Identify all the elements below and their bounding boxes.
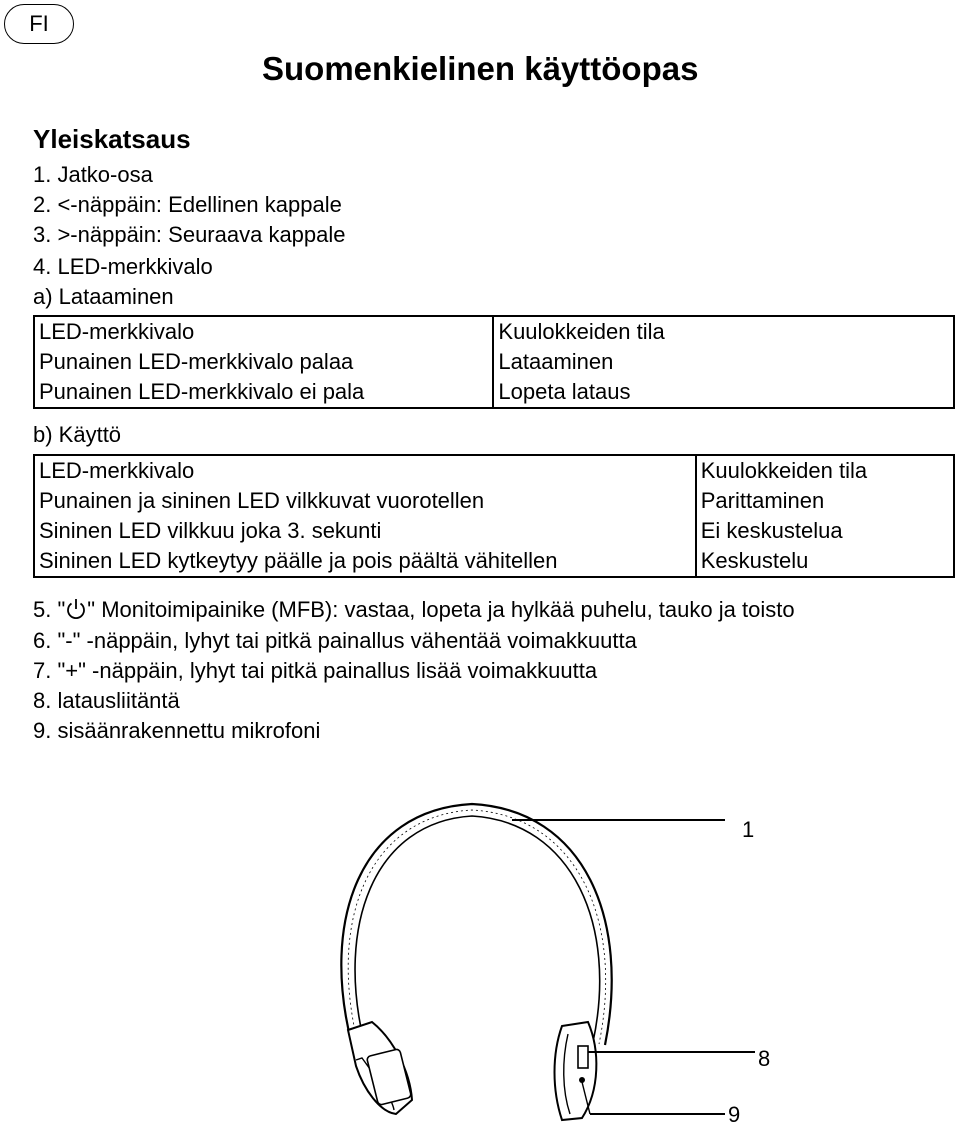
table-row: [34, 486, 954, 516]
table-cell: Sininen LED kytkeytyy päälle ja pois päältä vähitellen: [34, 546, 696, 577]
table-header-cell: Kuulokkeiden tila: [696, 455, 954, 486]
table-row: [34, 455, 954, 486]
table-header-cell: Kuulokkeiden tila: [493, 316, 954, 347]
table-cell: Sininen LED vilkkuu joka 3. sekunti: [34, 516, 696, 546]
item5-prefix: 5. ": [33, 597, 66, 622]
callout-label-8: 8: [758, 1046, 771, 1071]
table-cell: Punainen ja sininen LED vilkkuvat vuorotellen: [34, 486, 696, 516]
callout-label-1: 1: [742, 817, 755, 842]
table-cell: Lataaminen: [493, 347, 954, 377]
list-item: 1. Jatko-osa: [33, 162, 153, 187]
list-item: 2. <-näppäin: Edellinen kappale: [33, 192, 342, 217]
list-item: 8. latausliitäntä: [33, 688, 180, 713]
list-item: 9. sisäänrakennettu mikrofoni: [33, 718, 321, 743]
overview-heading: Yleiskatsaus: [33, 124, 191, 154]
list-item: [33, 597, 795, 623]
usage-table: [33, 454, 955, 578]
table-cell: Punainen LED-merkkivalo palaa: [34, 347, 493, 377]
usage-label: b) Käyttö: [33, 422, 122, 447]
item5-text: " Monitoimipainike (MFB): vastaa, lopeta ja hylkää puhelu, tauko ja toisto: [87, 597, 795, 622]
table-cell: Lopeta lataus: [493, 377, 954, 408]
power-icon: [66, 598, 86, 620]
headphone-illustration: [300, 790, 780, 1125]
list-item: 4. LED-merkkivalo: [33, 254, 213, 279]
callout-label-9: 9: [728, 1102, 741, 1127]
table-row: [34, 316, 954, 347]
charging-table: [33, 315, 955, 409]
table-header-cell: LED-merkkivalo: [34, 455, 696, 486]
table-row: [34, 516, 954, 546]
table-row: [34, 377, 954, 408]
table-cell: Parittaminen: [696, 486, 954, 516]
charging-label: a) Lataaminen: [33, 284, 174, 309]
table-cell: Ei keskustelua: [696, 516, 954, 546]
page-title: Suomenkielinen käyttöopas: [262, 50, 699, 87]
table-cell: Punainen LED-merkkivalo ei pala: [34, 377, 493, 408]
list-item: 7. "+" -näppäin, lyhyt tai pitkä painallus lisää voimakkuutta: [33, 658, 598, 683]
table-row: [34, 347, 954, 377]
language-badge: FI: [4, 4, 74, 44]
table-cell: Keskustelu: [696, 546, 954, 577]
list-item: 6. "-" -näppäin, lyhyt tai pitkä painallus vähentää voimakkuutta: [33, 628, 637, 653]
table-row: [34, 546, 954, 577]
list-item: 3. >-näppäin: Seuraava kappale: [33, 222, 346, 247]
table-header-cell: LED-merkkivalo: [34, 316, 493, 347]
